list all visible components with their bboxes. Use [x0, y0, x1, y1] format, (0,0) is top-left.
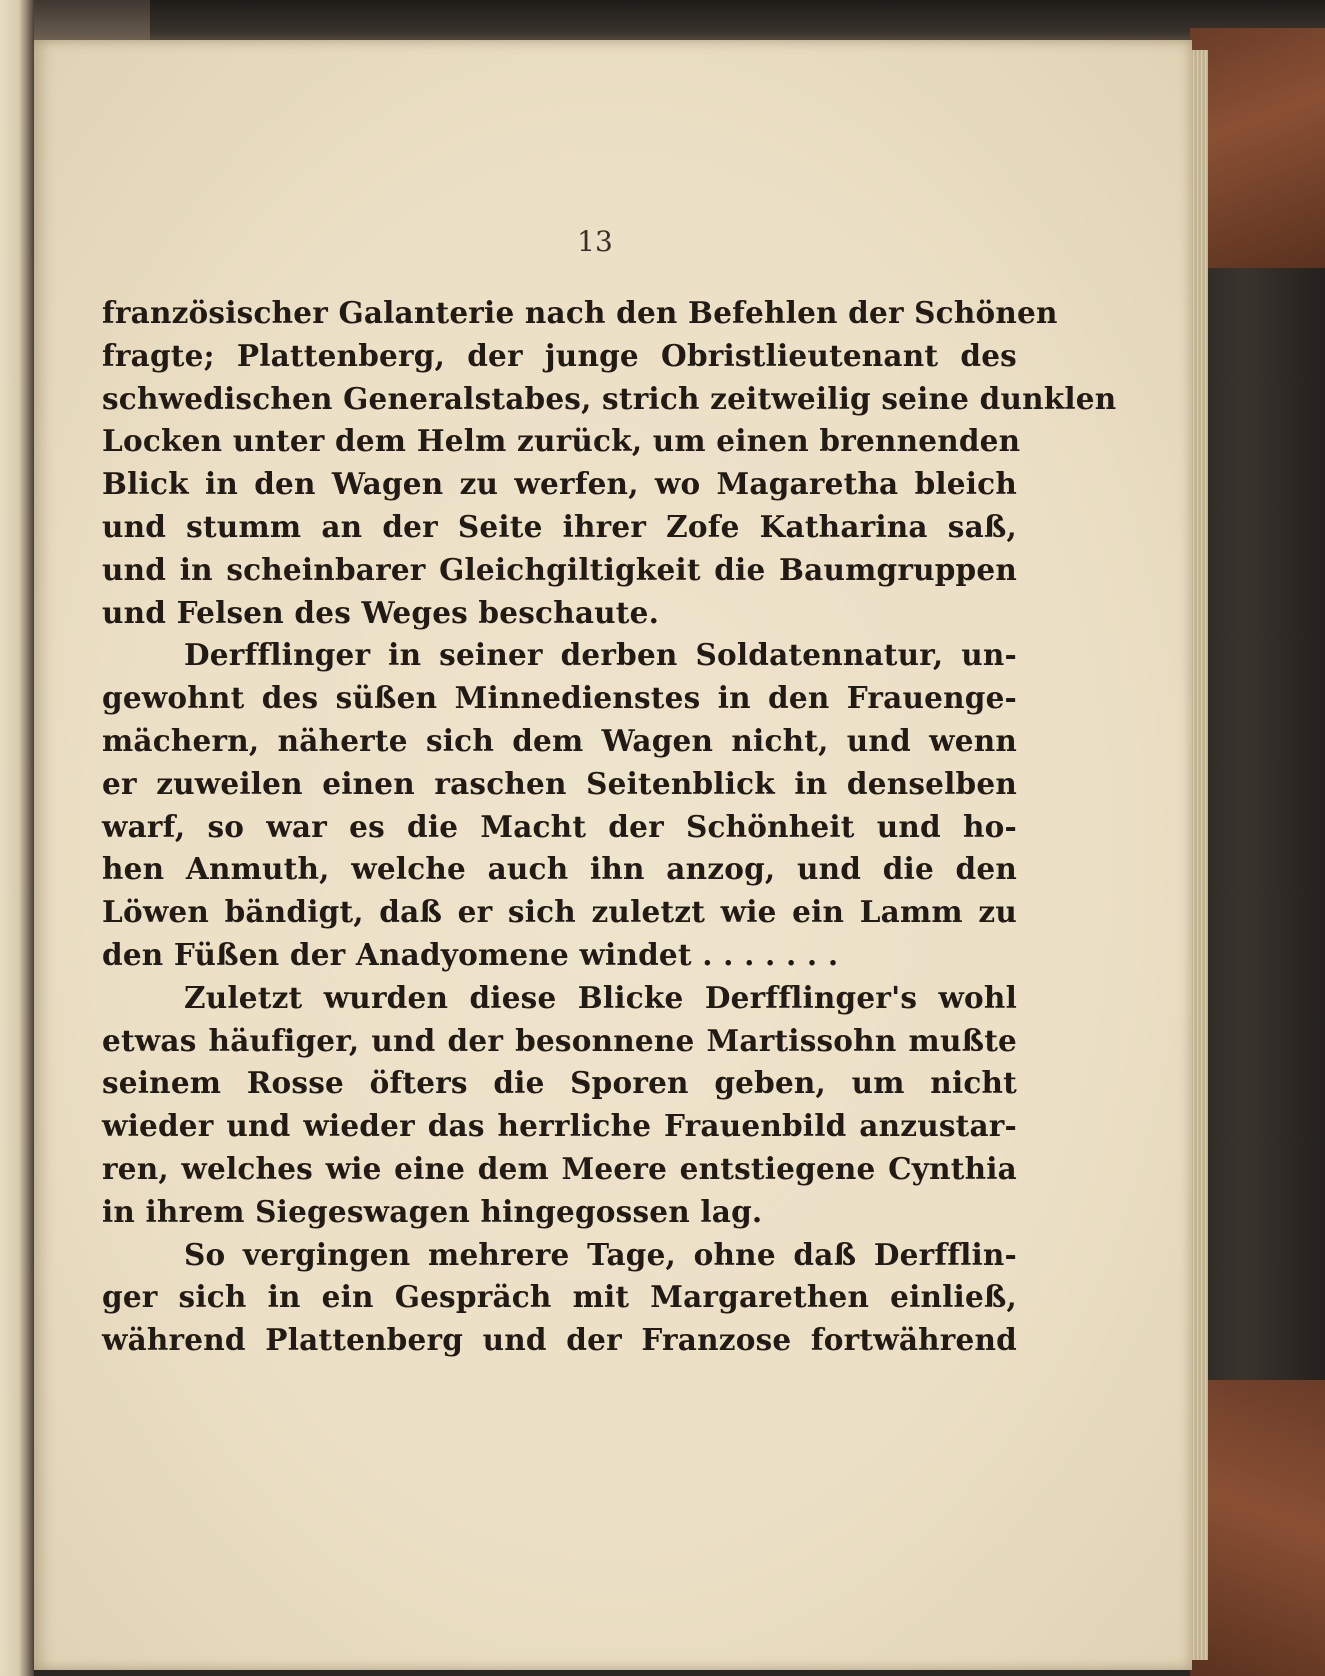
text-line: und stumm an der Seite ihrer Zofe Katharina saß, — [102, 508, 1017, 544]
text-line: den Füßen der Anadyomene windet . . . . . . . — [102, 936, 839, 972]
text-line: und Felsen des Weges beschaute. — [102, 594, 660, 630]
text-line: schwedischen Generalstabes, strich zeitweilig seine dunklen — [102, 380, 1117, 416]
text-line: Zuletzt wurden diese Blicke Derfflinger's wohl — [184, 979, 1017, 1015]
text-line: in ihrem Siegeswagen hingegossen lag. — [102, 1193, 763, 1229]
text-line: fragte; Plattenberg, der junge Obristlieutenant des — [102, 337, 1017, 373]
leather-corner-top — [1190, 28, 1325, 268]
text-line: ren, welches wie eine dem Meere entstiegene Cynthia — [102, 1150, 1017, 1186]
text-line: französischer Galanterie nach den Befehlen der Schönen — [102, 295, 1058, 330]
text-line: Blick in den Wagen zu werfen, wo Magaretha bleich — [102, 466, 1017, 502]
body-text — [102, 292, 1117, 1362]
text-line: seinem Rosse öfters die Sporen geben, um nicht — [102, 1065, 1017, 1101]
text-line: und in scheinbarer Gleichgiltigkeit die Baumgruppen — [102, 551, 1017, 587]
text-line: er zuweilen einen raschen Seitenblick in denselben — [102, 765, 1017, 801]
text-line: hen Anmuth, welche auch ihn anzog, und die den — [102, 851, 1017, 887]
text-line: warf, so war es die Macht der Schönheit und ho- — [102, 808, 1017, 844]
text-line: mächern, näherte sich dem Wagen nicht, und wenn — [102, 722, 1017, 758]
text-line: Löwen bändigt, daß er sich zuletzt wie ein Lamm zu — [102, 894, 1017, 930]
text-line: Locken unter dem Helm zurück, um einen brennenden — [102, 423, 1021, 459]
text-line: während Plattenberg und der Franzose fortwährend — [102, 1322, 1017, 1358]
book-cover-top — [34, 0, 1325, 45]
text-line: gewohnt des süßen Minnedienstes in den Frauenge- — [102, 680, 1017, 716]
text-line: etwas häufiger, und der besonnene Martissohn mußte — [102, 1022, 1017, 1058]
book-page — [34, 40, 1192, 1670]
text-line: So vergingen mehrere Tage, ohne daß Derfflin- — [184, 1236, 1017, 1272]
text-line: Derfflinger in seiner derben Soldatennatur, un- — [184, 637, 1017, 673]
text-line: wieder und wieder das herrliche Frauenbild anzustar- — [102, 1108, 1017, 1144]
leather-corner-bottom — [1190, 1380, 1325, 1676]
page-number: 13 — [577, 225, 613, 258]
text-line: ger sich in ein Gespräch mit Margarethen einließ, — [102, 1279, 1017, 1315]
